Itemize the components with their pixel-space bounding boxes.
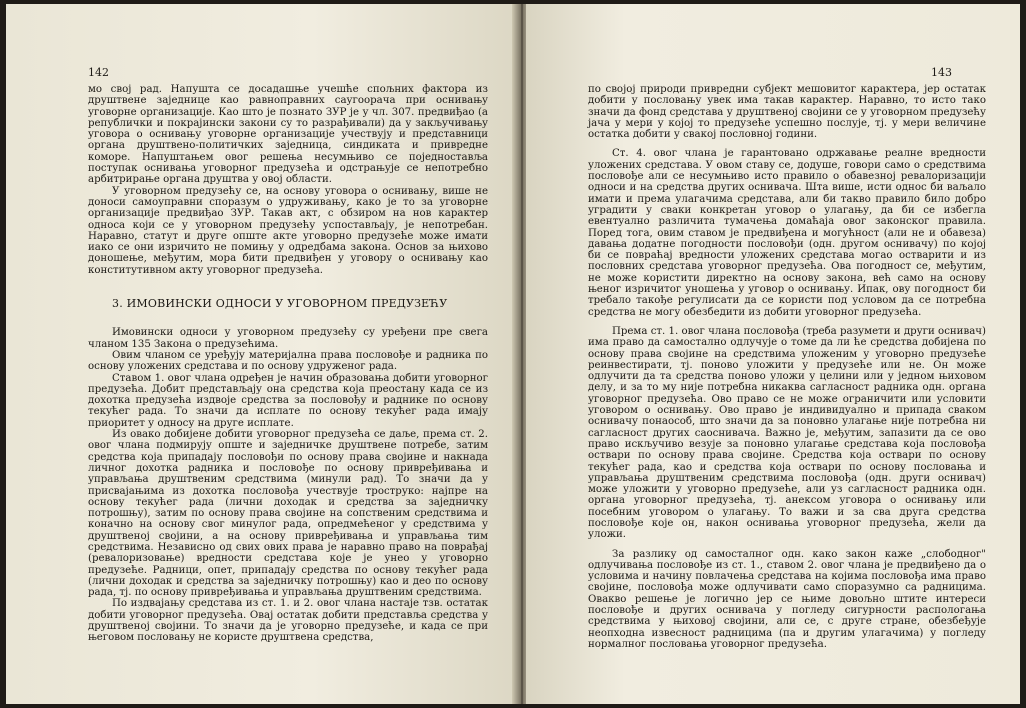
paragraph: по својој природи привредни субјект мешовитог карактера, јер остатак добити у пословању увек има такав карактер. Наравно, то исто тако значи да фонд средстава у друштвеној својини се у уговорном предузећу јача у мери у којој то предузеће успешно послује, тј. у мери величине остатка добити у свакој пословној години. <box>588 84 986 141</box>
left-page <box>6 4 518 704</box>
left-page-body <box>88 84 488 644</box>
paragraph: Имовински односи у уговорном предузећу су уређени пре свега чланом 135 Закона о предузећима. <box>88 327 488 350</box>
paragraph: мо свој рад. Напушта се досадашње учешће спољних фактора из друштвене заједнице као равноправних саугоорача при оснивању уговорне организације. Као што је познато ЗУР је у чл. 307. предвиђао (а републички и покрајински закони су то разрађивали) да у закључивању уговора о оснивању уговорне организације учествују и представници органа друштвено-политичких заједница, синдиката и привредне коморе. Напуштањем овог решења несумњиво се поједноставља поступак оснивања уговорног предузећа и одстрањује се непотребно арбитрирање органа друштва у овој области. <box>88 84 488 186</box>
paragraph: Из овако добијене добити уговорног предузећа се даље, према ст. 2. овог члана подмирују опште и заједничке друштвене потребе, затим средства која припадају пословођи по основу права својине и накнада личног дохотка радника и пословође по основу привређивања и управљања друштвеним средствима (минули рад). То значи да у присвајањима из дохотка пословођа учествује троструко: најпре на основу текућег рада (лични доходак и средства за заједничку потрошњу), затим по основу права својине на сопственим средствима и коначно на основу свог минулог рада, опредмећеног у средствима у друштвеној својини, а на основу привређивања и управљања тим средствима. Независно од свих ових права је наравно право на поврађај (ревалоризовање) вредности средстава које је унео у уговорно предузеће. Радници, опет, припадају средства по основу текућег рада (лични доходак и средства за заједничку потрошњу) као и део по основу рада, тј. по основу привређивања и управљања друштвеним средствима. <box>88 429 488 599</box>
page-number-left: 142 <box>88 66 109 79</box>
paragraph: Овим чланом се уређују материјална права пословође и радника по основу уложених средстава и по основу удруженог рада. <box>88 349 488 373</box>
book-spread <box>6 4 1020 704</box>
paragraph: Ст. 4. овог члана је гарантовано одржавање реалне вредности уложених средстава. У овом ставу се, додуше, говори само о средствима пословође али се несумњиво исто правило о обавезној ревалоризацији односи и на средства других оснивача. Шта више, исти однос би ваљало имати и према улагачима средстава, али би такво правило било добро уградити у сваки конкретан уговор о улагању, да би се избегла евентуално различита тумачења домаћаја овог законског правила. Поред тога, овим ставом је предвиђена и могућност (али не и обавеза) давања додатне погодности пословођи (одн. другом оснивачу) по којој би се повраћај вредности уложених средстава могао остварити и из пословних средстава уговорног предузећа. Ова погодност се, међутим, не може користити директно на основу закона, већ само на основу њеног изричитог уношења у уговор о оснивању. Ипак, ову погодност би требало такође регулисати да се користи под условом да се потребна средства не могу обезбедити из добити уговорног предузећа. <box>588 148 986 318</box>
section-heading: 3. ИМОВИНСКИ ОДНОСИ У УГОВОРНОМ ПРЕДУЗЕЋУ <box>112 297 448 311</box>
right-page-body <box>588 84 986 650</box>
paragraph: Према ст. 1. овог члана пословођа (треба разумети и други оснивач) има право да самостално одлучује о томе да ли ће средства добијена по основу права својине на средствима уложеним у уговорно предузеће реинвестирати, тј. поново уложити у предузеће или не. Он може одлучити да та средства поново уложи у целини или у једном њиховом делу, и за то му није потребна никаква сагласност радника одн. органа уговорног предузећа. Ово право се не може ограничити или условити уговором о оснивању. Ово право је индивидуално и припада сваком оснивачу понаособ, што значи да за поновно улагање није потребна ни сагласност других саоснивача. Важно је, међутим, запазити да се ово право искључиво везује за поновно улагање средстава која пословођа оствари по основу права својине. Средства која оствари по основу текућег рада, као и средства која оствари по основу пословања и управљања друштвеним средствима пословођа (одн. други оснивач) може уложити у уговорно предузеће, али уз сагласност радника одн. органа уговорног предузећа, тј. анексом уговора о оснивању или посебним уговором о улагању. То важи и за сва друга средства пословође које он, након оснивања уговорног предузећа, жели да уложи. <box>588 325 986 541</box>
right-page <box>526 4 1020 704</box>
paragraph: У уговорном предузећу се, на основу уговора о оснивању, више не доноси самоуправни споразум о удруживању, како је то за уговорне организације предвиђао ЗУР. Такав акт, с обзиром на нов карактер односа који се у уговорном предузећу успостављају, је непотребан. Наравно, статут и друге опште акте уговорно предузеће може имати иако се они изричито не помињу у одредбама закона. Основ за њихово доношење, међутим, мора бити предвиђен у уговору о оснивању као конститутивном акту уговорног предузећа. <box>88 185 488 276</box>
paragraph: За разлику од самосталног одн. како закон каже „слободног" одлучивања пословође из ст. 1., ставом 2. овог члана је предвиђено да о условима и начину повлачења средстава на којима пословођа има право својине, пословођа може одлучивати само споразумно са радницима. Овакво решење је логично јер се њиме довољно штите интереси пословође и других оснивача у погледу сигурности распологања средствима у њиховој својини, али се, с друге стране, обезбеђује неопходна извесност радницима (па и другим улагачима) у погледу нормалног пословања уговорног предузећа. <box>588 548 986 650</box>
paragraph: По издвајању средстава из ст. 1. и 2. овог члана настаје тзв. остатак добити уговорног предузећа. Овај остатак добити представља средства у друштвеној својини. То значи да је уговорно предузеће, и када се при његовом пословању не користе друштвена средства, <box>88 598 488 644</box>
paragraph: Ставом 1. овог члана одређен је начин образовања добити уговорног предузећа. Добит представљају она средства која преостану када се из дохотка предузећа издвоје средства за пословођу и раднике по основу текућег рада. То значи да исплате по основу текућег рада имају приоритет у односу на друге исплате. <box>88 372 488 429</box>
page-number-right: 143 <box>931 66 952 79</box>
